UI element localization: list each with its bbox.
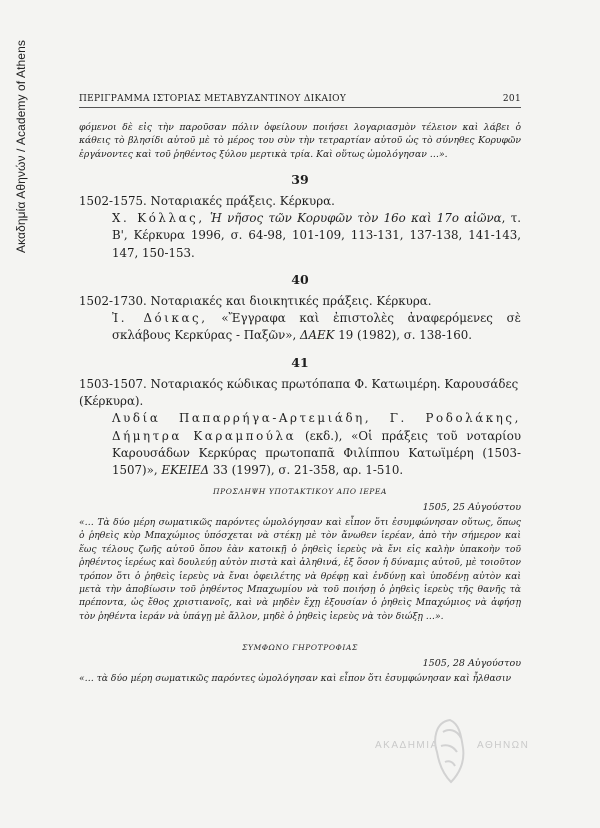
document-1-date: 1505, 25 Αὐγούστου bbox=[422, 502, 521, 513]
academy-watermark bbox=[345, 712, 575, 802]
document-2-caption: ΣΥΜΦΩΝΟ ΓΗΡΟΤΡΟΦΙΑΣ bbox=[242, 643, 358, 652]
entry-40-author: Ἰ. Δόικας, bbox=[112, 311, 208, 326]
entry-40-journal: ΔΑΕΚ bbox=[299, 328, 335, 343]
entry-40-text: «Ἔγγραφα καὶ ἐπιστολὲς ἀναφερόμενες σὲ σκλάβους Κερκύρας - Παξῶν», bbox=[112, 311, 521, 343]
athena-head-icon bbox=[425, 712, 475, 792]
intro-text: φόμενοι δὲ εἰς τὴν παροῦσαν πόλιν ὀφείλουν ποιήσει λογαριασμὸν τέλειον καὶ λάβει ὁ κάθεις τὸ βλησίδι αὐτοῦ μὲ τὸ μέρος του σὺν τὴν τετραρτίαν αὐτοῦ ὡς τὸ σύνηθες Κορυφῶν ἐργάνοντες καὶ τοῦ ῥηθέντος ξύλου μερτικὰ τρία. Καὶ οὕτως ὡμολόγησαν …». bbox=[79, 122, 521, 160]
watermark-right-text: ΑΘΗΝΩΝ bbox=[477, 740, 530, 751]
page-number: 201 bbox=[502, 94, 521, 104]
document-2-date: 1505, 28 Αὐγούστου bbox=[422, 658, 521, 669]
header-title: ΠΕΡΙΓΡΑΜΜΑ ΙΣΤΟΡΙΑΣ ΜΕΤΑΒΥΖΑΝΤΙΝΟΥ ΔΙΚΑΙΟΥ bbox=[79, 94, 347, 104]
watermark-left-text: ΑΚΑΔΗΜΙΑ bbox=[375, 740, 439, 751]
entry-number: 39 bbox=[291, 172, 309, 187]
running-header bbox=[79, 94, 521, 108]
document-2-text: «… τὰ δύο μέρη σωματικῶς παρόντες ὡμολόγησαν καὶ εἶπον ὅτι ἐσυμφώνησαν καὶ ἦλθασιν bbox=[79, 673, 512, 684]
entry-number: 41 bbox=[291, 355, 309, 370]
entry-41-line: 1503-1507. Νοταριακός κώδικας πρωτόπαπα Φ. Κατωιμέρη. Καρουσάδες (Κέρκυρα). bbox=[79, 377, 519, 409]
entry-40 bbox=[79, 272, 521, 287]
document-1-text: «… Τὰ δύο μέρη σωματικῶς παρόντες ὡμολόγησαν καὶ εἶπον ὅτι ἐσυμφώνησαν οὕτως, ὅπως ὁ ῥηθεὶς κὺρ Μπαχώμιος ὑπόσχεται νὰ στέκῃ μὲ τὸν ἄνωθεν ἱερέαν, ἀπὸ τὴν σήμερον καὶ ἕως τέλους ζωῆς αὐτοῦ ὅπου ἐὰν κατοικῇ ὁ ῥηθεὶς ἱερεὺς νὰ ἔνι εἰς καλὴν ὑπακοὴν τοῦ ῥηθέντος ἱερέως καὶ δουλεύῃ αὐτὸν πιστὰ καὶ ἀληθινά, ἐξ ὅσον ἡ δύναμις αὐτοῦ, μὲ τοιοῦτον τρόπον ὅτι ὁ ῥηθεὶς ἱερεὺς νὰ ἔναι ὀφειλέτης νὰ θρέφῃ καὶ ἐνδύνῃ καὶ ὑποδένῃ αὐτὸν καὶ μετὰ τὴν ἀποβίωσιν τοῦ ῥηθέντος Μπαχωμίου νὰ τοῦ ποιήσῃ ὁ ῥηθεὶς ἱερεὺς τῆς θανῆς τὰ πρέποντα, ὡς ἔθος χριστιανοῖς, καὶ νὰ μηδὲν ἔχῃ ἐξουσίαν ὁ ῥηθεὶς Μπαχώμιος νὰ ἀφήσῃ τὸν ῥηθέντα ἱεράν νὰ ὑπάγῃ μὲ ἄλλον, μηδὲ ὁ ῥηθεὶς ἱερεὺς νὰ τὸν διώξῃ …». bbox=[79, 517, 521, 622]
entry-41-journal: ΕΚΕΙΕΔ bbox=[161, 463, 210, 478]
entry-39-rest: , τ. Β', Κέρκυρα 1996, σ. 64-98, 101-109, 113-131, 137-138, 141-143, 147, 150-153. bbox=[112, 211, 521, 260]
entry-39 bbox=[79, 172, 521, 187]
entry-39-title: Ἡ νῆσος τῶν Κορυφῶν τὸν 16ο καὶ 17ο αἰῶνα bbox=[210, 211, 502, 226]
entry-number: 40 bbox=[291, 272, 309, 287]
entry-40-rest: 19 (1982), σ. 138-160. bbox=[334, 328, 473, 343]
side-watermark-text: Ακαδημία Αθηνών / Academy of Athens bbox=[14, 40, 28, 253]
entry-39-line: 1502-1575. Νοταριακές πράξεις. Κέρκυρα. bbox=[79, 194, 335, 208]
entry-39-author: Χ. Κόλλας, bbox=[112, 211, 205, 226]
entry-41 bbox=[79, 355, 521, 370]
document-1 bbox=[79, 487, 521, 623]
document-2 bbox=[79, 643, 521, 685]
entry-40-line: 1502-1730. Νοταριακές και διοικητικές πράξεις. Κέρκυρα. bbox=[79, 294, 432, 308]
document-1-caption: ΠΡΟΣΛΗΨΗ ΥΠΟΤΑΚΤΙΚΟΥ ΑΠΟ ΙΕΡΕΑ bbox=[212, 487, 388, 496]
intro-block bbox=[79, 121, 521, 161]
entry-41-rest: 33 (1997), σ. 21-358, αρ. 1-510. bbox=[209, 463, 404, 478]
entry-41-body bbox=[79, 376, 521, 479]
entry-41-text: (εκδ.), «Οἱ πράξεις τοῦ νοταρίου Καρουσάδων Κερκύρας πρωτοπαπᾶ Φιλίππου Κατωϊμέρη (1503-1507)», bbox=[112, 428, 522, 478]
entry-40-body bbox=[79, 293, 521, 345]
entry-39-body bbox=[79, 193, 521, 262]
entry-41-authors: Λυδία Παπαρρήγα-Αρτεμιάδη, Γ. Ροδολάκης, Δήμητρα Καραμπούλα bbox=[112, 411, 521, 443]
